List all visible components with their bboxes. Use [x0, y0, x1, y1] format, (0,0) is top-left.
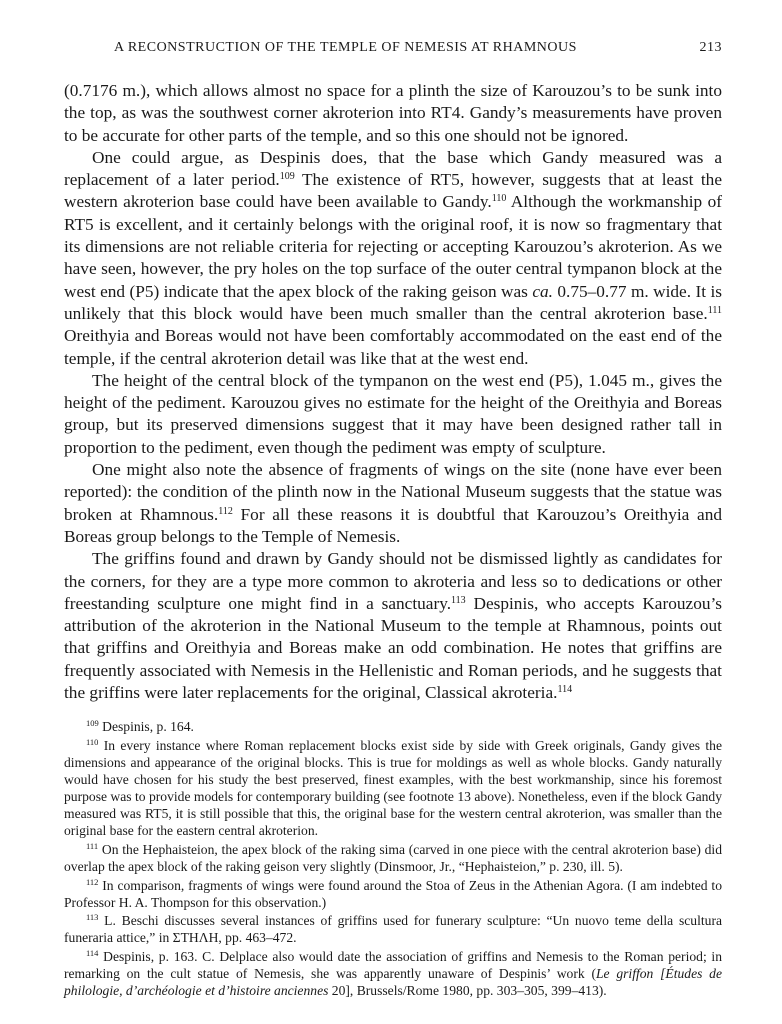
- note-ref: 112: [218, 505, 233, 517]
- text-run: Despinis, who accepts Karouzou’s attribution of the akroterion in the National Museum to the temple at Rhamnous, points out that griffins and Oreithyia and Boreas make an odd combination. He notes that griffins are frequently associated with Nemesis in the Hellenistic and Roman periods, and he suggests that the griffins were later replacements for the original, Classical akroteria.: [64, 593, 722, 703]
- body-text: [64, 80, 722, 704]
- paragraph: [64, 147, 722, 370]
- paragraph: [64, 459, 722, 548]
- note-ref: 111: [707, 304, 722, 316]
- footnote: [64, 718, 722, 735]
- note-ref: 109: [279, 171, 295, 183]
- text-run: One might also note the absence of fragments of wings on the site (none have ever been reported): the condition of the plinth now in the National Museum suggests that the statue was broken at Rhamnous.: [64, 460, 722, 524]
- text-run: For all these reasons it is doubtful that Karouzou’s Oreithyia and Boreas group belongs to the Temple of Nemesis.: [64, 504, 722, 546]
- text-run: Despinis, p. 164.: [98, 719, 194, 735]
- running-head: [64, 40, 722, 64]
- text-run: In every instance where Roman replacement blocks exist side by side with Greek originals, Gandy gives the dimensions and appearance of the original blocks. This is true for moldings as well as whole blocks. Gandy naturally would have chosen for his study the best preserved, finest examples, with the best workmanship, since his foremost purpose was to provide models for contemporary building (see footnote 13 above). Nonetheless, even if the block Gandy measured was RT5, it is still possible that this, the original base for the western central akroterion, was smaller than the original base for the eastern central akroterion.: [64, 737, 722, 839]
- note-ref: 110: [491, 193, 507, 205]
- italic-text: ca.: [532, 281, 553, 301]
- paragraph: [64, 548, 722, 704]
- footnote: [64, 737, 722, 840]
- note-ref: 111: [86, 840, 99, 851]
- paragraph: [64, 80, 722, 147]
- text-run: Despinis, p. 163. C. Delplace also would date the association of griffins and Nemesis to the Roman period; in remarking on the cult statue of Nemesis, she was apparently unaware of Despinis’ work (: [64, 949, 722, 982]
- text-run: 20], Brussels/Rome 1980, pp. 303–305, 399–413).: [328, 983, 607, 999]
- footnote: [64, 841, 722, 875]
- text-run: On the Hephaisteion, the apex block of the raking sima (carved in one piece with the central akroterion base) did overlap the apex block of the raking geison very slightly (Dinsmoor, Jr., “Hephaisteion,” p. 230, ill. 5).: [64, 841, 722, 875]
- footnote: [64, 948, 722, 999]
- page-number: 213: [699, 40, 722, 55]
- text-run: One could argue, as Despinis does, that the base which Gandy measured was a replacement of a later period.: [64, 147, 722, 190]
- note-ref: 113: [451, 594, 466, 606]
- footnote: [64, 877, 722, 911]
- footnote: [64, 912, 722, 946]
- paragraph: [64, 370, 722, 459]
- note-ref: 110: [86, 736, 99, 747]
- text-run: The height of the central block of the tympanon on the west end (P5), 1.045 m., gives the height of the pediment. Karouzou gives no estimate for the height of the Oreithyia and Boreas group, but its preserved dimensions suggest that it may have been designed rather tall in proportion to the pediment, even though the pediment was empty of sculpture.: [64, 370, 722, 457]
- text-run: The griffins found and drawn by Gandy should not be dismissed lightly as candidates for the corners, for they are a type more common to akroteria and less so to dedications or other freestanding sculpture one might find in a sanctuary.: [64, 549, 722, 613]
- page: [64, 40, 722, 1001]
- note-ref: 109: [86, 718, 99, 729]
- footnotes: [64, 718, 722, 999]
- text-run: L. Beschi discusses several instances of griffins used for funerary sculpture: “Un nuovo teme della scultura funeraria attice,” in ΣΤΗΛΗ, pp. 463–472.: [64, 913, 722, 946]
- text-run: The existence of RT5, however, suggests that at least the western akroterion base could have been available to Gandy.: [64, 170, 722, 212]
- running-title: A RECONSTRUCTION OF THE TEMPLE OF NEMESIS AT RHAMNOUS: [114, 40, 577, 55]
- italic-text: Le griffon [Études de philologie, d’archéologie et d’histoire anciennes: [64, 966, 722, 999]
- text-run: (0.7176 m.), which allows almost no space for a plinth the size of Karouzou’s to be sunk into the top, as was the southwest corner akroterion into RT4. Gandy’s measurements have proven to be accurate for other parts of the temple, and so this one should not be ignored.: [64, 81, 722, 145]
- note-ref: 113: [86, 912, 99, 923]
- text-run: Although the workmanship of RT5 is excellent, and it certainly belongs with the original roof, it is now so fragmentary that its dimensions are not reliable criteria for rejecting or accepting Karouzou’s akroterion. As we have seen, however, the pry holes on the top surface of the outer central tympanon block at the west end (P5) indicate that the apex block of the raking geison was: [64, 192, 722, 301]
- text-run: Oreithyia and Boreas would not have been comfortably accommodated on the east end of the temple, if the central akroterion detail was like that at the west end.: [64, 326, 722, 368]
- note-ref: 112: [86, 876, 99, 887]
- note-ref: 114: [86, 948, 99, 959]
- text-run: 0.75–0.77 m. wide. It is unlikely that this block would have been much smaller than the central akroterion base.: [64, 281, 722, 323]
- note-ref: 114: [557, 684, 573, 696]
- text-run: In comparison, fragments of wings were found around the Stoa of Zeus in the Athenian Agora. (I am indebted to Professor H. A. Thompson for this observation.): [64, 877, 722, 910]
